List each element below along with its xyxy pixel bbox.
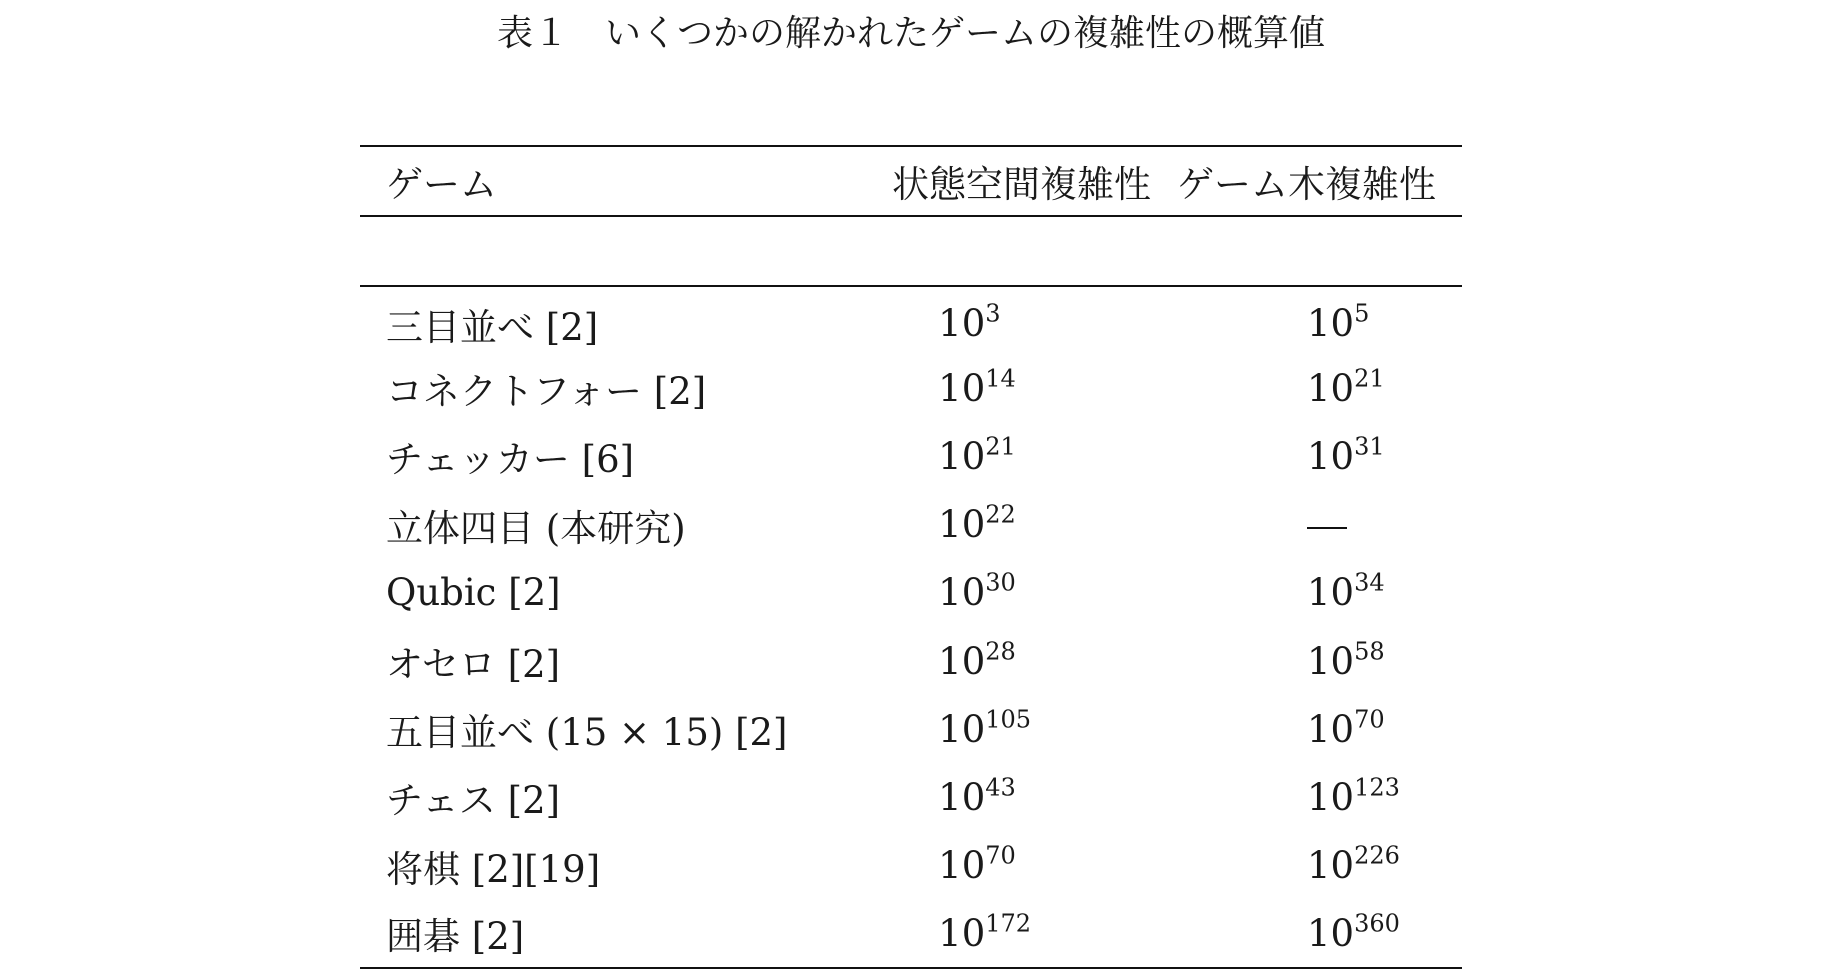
power-exponent: 226	[1354, 841, 1400, 870]
power-of-ten	[938, 500, 1016, 547]
header-row	[360, 146, 1462, 216]
cell-state-space-complexity	[818, 559, 1177, 627]
power-of-ten	[938, 568, 1016, 615]
cell-state-space-complexity	[818, 900, 1177, 968]
power-base: 10	[1307, 844, 1355, 888]
power-base: 10	[938, 302, 986, 346]
power-base: 10	[1307, 911, 1355, 955]
cell-game-name: 三目並べ [2]	[386, 305, 599, 349]
power-of-ten	[1307, 568, 1385, 615]
table-caption: 表１ いくつかの解かれたゲームの複雑性の概算値	[496, 13, 1325, 54]
power-of-ten	[938, 841, 1016, 888]
header-state-space-complexity: 状態空間複雑性	[818, 146, 1177, 216]
power-base: 10	[1307, 302, 1355, 346]
table-row	[360, 286, 1462, 354]
power-of-ten	[938, 773, 1016, 819]
cell-state-space-complexity	[818, 627, 1177, 695]
power-of-ten	[938, 705, 1032, 751]
power-of-ten	[1307, 432, 1385, 478]
power-exponent: 3	[985, 299, 1001, 328]
power-of-ten	[1307, 705, 1385, 751]
table-row	[360, 900, 1462, 968]
power-of-ten	[1307, 637, 1385, 683]
power-of-ten	[1307, 364, 1385, 410]
cell-game-name: 立体四目 (本研究)	[386, 506, 686, 550]
power-of-ten	[938, 909, 1032, 955]
power-exponent: 30	[985, 568, 1016, 597]
power-exponent: 105	[985, 705, 1032, 734]
cell-state-space-complexity	[818, 763, 1177, 831]
power-exponent: 70	[1354, 705, 1385, 734]
table-row	[360, 763, 1462, 831]
cell-game-tree-complexity	[1177, 900, 1462, 968]
power-of-ten	[1307, 299, 1370, 346]
power-exponent: 31	[1354, 432, 1385, 461]
cell-state-space-complexity	[818, 286, 1177, 354]
power-base: 10	[938, 775, 986, 819]
table-row	[360, 422, 1462, 490]
table-row	[360, 627, 1462, 695]
cell-game-name: オセロ [2]	[386, 643, 561, 687]
complexity-table	[360, 145, 1462, 969]
power-of-ten	[938, 299, 1001, 346]
power-base: 10	[938, 503, 986, 547]
power-of-ten	[938, 364, 1016, 410]
power-exponent: 360	[1354, 909, 1400, 938]
cell-game-name: 囲碁 [2]	[360, 900, 818, 968]
header-game-tree-complexity: ゲーム木複雑性	[1177, 146, 1462, 216]
cell-game-name: 将棋 [2][19]	[386, 847, 601, 891]
power-exponent: 34	[1354, 568, 1385, 597]
power-exponent: 21	[985, 432, 1016, 461]
power-base: 10	[938, 639, 986, 683]
power-base: 10	[938, 844, 986, 888]
cell-game-tree-complexity	[1177, 491, 1462, 559]
cell-game-tree-complexity	[1177, 695, 1462, 763]
power-exponent: 123	[1354, 773, 1400, 802]
power-base: 10	[938, 366, 986, 410]
power-exponent: 43	[985, 773, 1016, 802]
power-base: 10	[1307, 775, 1355, 819]
power-exponent: 172	[985, 909, 1032, 938]
cell-game-tree-complexity	[1177, 354, 1462, 422]
power-base: 10	[1307, 366, 1355, 410]
cell-game-name: 五目並べ (15 × 15) [2]	[386, 711, 788, 755]
table-row	[360, 832, 1462, 900]
cell-state-space-complexity	[818, 491, 1177, 559]
not-available-dash	[1307, 527, 1347, 529]
table-row	[360, 559, 1462, 627]
power-base: 10	[938, 707, 986, 751]
cell-game-tree-complexity	[1177, 763, 1462, 831]
power-exponent: 14	[985, 364, 1016, 393]
power-base: 10	[938, 434, 986, 478]
power-exponent: 70	[985, 841, 1016, 870]
cell-game-tree-complexity	[1177, 627, 1462, 695]
power-of-ten	[938, 432, 1016, 478]
power-base: 10	[1307, 571, 1355, 615]
power-base: 10	[938, 571, 986, 615]
power-base: 10	[938, 911, 986, 955]
power-of-ten	[1307, 909, 1400, 955]
power-exponent: 22	[985, 500, 1016, 529]
table-row	[360, 695, 1462, 763]
cell-game-tree-complexity	[1177, 832, 1462, 900]
cell-game-tree-complexity	[1177, 286, 1462, 354]
cell-game-name: コネクトフォー [2]	[386, 370, 707, 414]
complexity-table-container	[360, 145, 1462, 969]
cell-game-tree-complexity	[1177, 559, 1462, 627]
power-exponent: 28	[985, 637, 1016, 666]
cell-state-space-complexity	[818, 695, 1177, 763]
power-exponent: 21	[1354, 364, 1385, 393]
header-double-rule	[360, 216, 1462, 286]
power-exponent: 5	[1354, 299, 1370, 328]
power-base: 10	[1307, 639, 1355, 683]
table-header	[360, 146, 1462, 286]
cell-state-space-complexity	[818, 832, 1177, 900]
power-base: 10	[1307, 434, 1355, 478]
power-of-ten	[1307, 841, 1400, 888]
cell-state-space-complexity	[818, 354, 1177, 422]
cell-game-name: チェス [2]	[386, 779, 561, 823]
table-body	[360, 286, 1462, 968]
table-row	[360, 491, 1462, 559]
power-exponent: 58	[1354, 637, 1385, 666]
cell-game-name: チェッカー [6]	[386, 438, 635, 482]
cell-state-space-complexity	[818, 422, 1177, 490]
header-game: ゲーム	[360, 146, 818, 216]
cell-game-tree-complexity	[1177, 422, 1462, 490]
power-of-ten	[938, 637, 1016, 683]
cell-game-name: Qubic [2]	[386, 571, 561, 615]
power-base: 10	[1307, 707, 1355, 751]
power-of-ten	[1307, 773, 1400, 819]
table-row	[360, 354, 1462, 422]
